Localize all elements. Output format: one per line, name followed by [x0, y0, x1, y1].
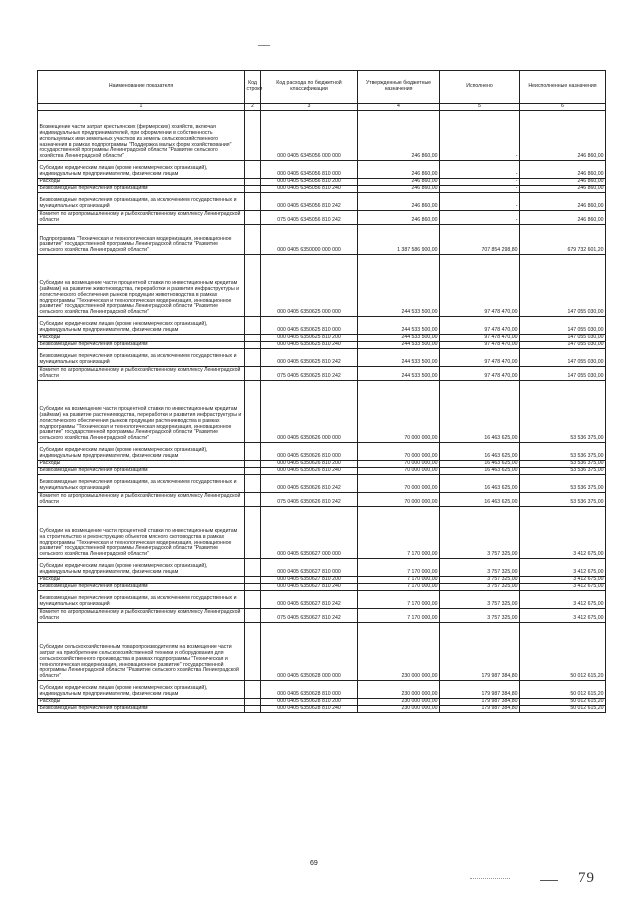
row-name: Субсидии на возмещение части процентной ставки по инвестиционным кредитам на строительство и реконструкцию объектов мясного скотоводства в рамках подпрограммы "Техническая и технологическая модернизация, инновационное развитие" государственной программы Ленинградской области "Развитие сельского хозяйства Ленинградской области" [38, 507, 245, 559]
header-executed: Исполнено [440, 71, 520, 104]
row-code [245, 699, 261, 706]
row-name: Расходы [38, 335, 245, 342]
row-executed: - [440, 211, 520, 225]
row-name: Расходы [38, 699, 245, 706]
table-row [38, 161, 606, 179]
column-number: 3 [261, 104, 358, 111]
row-approved: 7 170 000,00 [358, 559, 440, 577]
table-row [38, 591, 606, 609]
row-code [245, 507, 261, 559]
row-name: Расходы [38, 461, 245, 468]
row-executed: 3 757 325,00 [440, 507, 520, 559]
table-row [38, 584, 606, 591]
row-name: Субсидии на возмещение части процентной ставки по инвестиционным кредитам (займам) на развитие растениеводства, переработки и развития инфраструктуры и логистического обеспечения рынков продукции растениеводства в рамках подпрограммы "Техническая и технологическая модернизация, инновационное развитие" государственной программы Ленинградской области "Развитие сельского хозяйства Ленинградской области" [38, 381, 245, 443]
table-row [38, 186, 606, 193]
row-approved: 246 860,00 [358, 211, 440, 225]
row-name: Расходы [38, 179, 245, 186]
row-executed: 16 463 625,00 [440, 475, 520, 493]
row-name: Безвозмездные перечисления организациям, за исключением государственных и муниципальных организаций [38, 193, 245, 211]
row-approved: 246 860,00 [358, 111, 440, 161]
scan-dots [470, 878, 510, 880]
row-remaining: 50 012 615,20 [520, 623, 606, 681]
row-remaining: 246 860,00 [520, 179, 606, 186]
row-code [245, 317, 261, 335]
row-budget-code: 000 0405 6350627 810 200 [261, 577, 358, 584]
row-remaining: 3 412 675,00 [520, 559, 606, 577]
row-approved: 7 170 000,00 [358, 584, 440, 591]
row-approved: 244 533 500,00 [358, 317, 440, 335]
row-executed: 179 987 384,80 [440, 699, 520, 706]
row-code [245, 475, 261, 493]
table-row [38, 255, 606, 317]
row-budget-code: 075 0405 6350625 810 242 [261, 367, 358, 381]
row-executed: 179 987 384,80 [440, 681, 520, 699]
row-budget-code: 000 0405 6350628 810 240 [261, 706, 358, 713]
row-approved: 70 000 000,00 [358, 468, 440, 475]
table-row [38, 681, 606, 699]
row-remaining: 3 412 675,00 [520, 591, 606, 609]
row-approved: 70 000 000,00 [358, 493, 440, 507]
table-header-row [38, 71, 606, 104]
row-budget-code: 000 0405 6350000 000 000 [261, 225, 358, 255]
row-executed: 97 478 470,00 [440, 342, 520, 349]
row-budget-code: 000 0405 6350626 810 240 [261, 468, 358, 475]
row-approved: 70 000 000,00 [358, 461, 440, 468]
row-executed: 3 757 325,00 [440, 591, 520, 609]
row-executed: 97 478 470,00 [440, 335, 520, 342]
page-number: 69 [310, 860, 318, 867]
row-name: Комитет по агропромышленному и рыбохозяйственному комплексу Ленинградской области [38, 367, 245, 381]
row-code [245, 609, 261, 623]
handwritten-page-number: 79 [578, 870, 595, 886]
row-executed: 707 854 298,80 [440, 225, 520, 255]
row-name: Подпрограмма "Техническая и технологическая модернизация, инновационное развитие" государственной программы Ленинградской области "Развитие сельского хозяйства Ленинградской области" [38, 225, 245, 255]
row-code [245, 342, 261, 349]
column-number: 4 [358, 104, 440, 111]
table-row [38, 623, 606, 681]
row-executed: 97 478 470,00 [440, 255, 520, 317]
row-budget-code: 000 0405 6350625 810 240 [261, 342, 358, 349]
row-name: Субсидии юридическим лицам (кроме некоммерческих организаций), индивидуальным предпринимателям, физическим лицам [38, 317, 245, 335]
row-budget-code: 000 0405 6350625 000 000 [261, 255, 358, 317]
table-row [38, 443, 606, 461]
row-budget-code: 075 0405 6350626 810 242 [261, 493, 358, 507]
row-approved: 1 387 586 900,00 [358, 225, 440, 255]
table-row [38, 349, 606, 367]
row-budget-code: 000 0405 6350625 810 200 [261, 335, 358, 342]
row-approved: 70 000 000,00 [358, 475, 440, 493]
row-code [245, 111, 261, 161]
row-name: Субсидии сельскохозяйственным товаропроизводителям на возмещение части затрат на приобретение сельскохозяйственной техники и оборудования для сельскохозяйственного производства в рамках подпрограммы "Техническая и технологическая модернизация, инновационное развитие" государственной программы Ленинградской области "Развитие сельского хозяйства Ленинградской области" [38, 623, 245, 681]
row-executed: 16 463 625,00 [440, 493, 520, 507]
row-budget-code: 000 0405 6350626 000 000 [261, 381, 358, 443]
row-approved: 7 170 000,00 [358, 591, 440, 609]
column-number: 2 [245, 104, 261, 111]
row-code [245, 493, 261, 507]
row-remaining: 50 012 615,20 [520, 699, 606, 706]
row-budget-code: 000 0405 6345056 000 000 [261, 111, 358, 161]
header-budget-code: Код расхода по бюджетной классификации [261, 71, 358, 104]
row-remaining: 53 536 375,00 [520, 461, 606, 468]
row-code [245, 367, 261, 381]
row-code [245, 584, 261, 591]
row-remaining: 246 860,00 [520, 186, 606, 193]
row-remaining: 3 412 675,00 [520, 577, 606, 584]
row-approved: 7 170 000,00 [358, 507, 440, 559]
row-approved: 230 000 000,00 [358, 699, 440, 706]
row-remaining: 53 536 375,00 [520, 493, 606, 507]
row-executed: 16 463 625,00 [440, 461, 520, 468]
row-code [245, 225, 261, 255]
row-approved: 244 533 500,00 [358, 342, 440, 349]
row-budget-code: 000 0405 6345056 810 242 [261, 193, 358, 211]
budget-table [37, 70, 606, 713]
row-code [245, 681, 261, 699]
table-row [38, 475, 606, 493]
table-row [38, 381, 606, 443]
row-name: Безвозмездные перечисления организациям, за исключением государственных и муниципальных организаций [38, 475, 245, 493]
row-remaining: 53 536 375,00 [520, 381, 606, 443]
row-approved: 246 860,00 [358, 193, 440, 211]
row-name: Безвозмездные перечисления организациям, за исключением государственных и муниципальных организаций [38, 349, 245, 367]
row-executed: 179 987 384,80 [440, 706, 520, 713]
row-name: Комитет по агропромышленному и рыбохозяйственному комплексу Ленинградской области [38, 493, 245, 507]
row-executed: 3 757 325,00 [440, 609, 520, 623]
header-remaining: Неисполненные назначения [520, 71, 606, 104]
row-budget-code: 000 0405 6345056 810 240 [261, 186, 358, 193]
header-row-code: Код строки [245, 71, 261, 104]
row-code [245, 186, 261, 193]
row-approved: 70 000 000,00 [358, 381, 440, 443]
row-code [245, 559, 261, 577]
row-remaining: 3 412 675,00 [520, 507, 606, 559]
scan-mark [258, 45, 270, 46]
row-code [245, 161, 261, 179]
row-code [245, 179, 261, 186]
row-name: Безвозмездные перечисления организациям [38, 186, 245, 193]
row-remaining: 147 055 030,00 [520, 342, 606, 349]
row-executed: 97 478 470,00 [440, 367, 520, 381]
row-name: Безвозмездные перечисления организациям [38, 468, 245, 475]
row-name: Комитет по агропромышленному и рыбохозяйственному комплексу Ленинградской области [38, 211, 245, 225]
table-row [38, 211, 606, 225]
row-code [245, 706, 261, 713]
row-code [245, 461, 261, 468]
table-row [38, 367, 606, 381]
row-remaining: 147 055 030,00 [520, 255, 606, 317]
row-executed: - [440, 186, 520, 193]
row-name: Безвозмездные перечисления организациям [38, 706, 245, 713]
row-name: Безвозмездные перечисления организациям [38, 342, 245, 349]
row-executed: 3 757 325,00 [440, 559, 520, 577]
row-remaining: 246 860,00 [520, 211, 606, 225]
row-executed: 16 463 625,00 [440, 443, 520, 461]
row-remaining: 246 860,00 [520, 193, 606, 211]
row-executed: 16 463 625,00 [440, 468, 520, 475]
row-approved: 230 000 000,00 [358, 681, 440, 699]
row-remaining: 147 055 030,00 [520, 317, 606, 335]
row-name: Безвозмездные перечисления организациям [38, 584, 245, 591]
row-name: Субсидии юридическим лицам (кроме некоммерческих организаций), индивидуальным предпринимателям, физическим лицам [38, 559, 245, 577]
row-code [245, 577, 261, 584]
row-budget-code: 000 0405 6350628 000 000 [261, 623, 358, 681]
row-name: Субсидии юридическим лицам (кроме некоммерческих организаций), индивидуальным предпринимателям, физическим лицам [38, 443, 245, 461]
row-executed: - [440, 179, 520, 186]
row-code [245, 591, 261, 609]
row-name: Субсидии юридическим лицам (кроме некоммерческих организаций), индивидуальным предпринимателям, физическим лицам [38, 161, 245, 179]
row-remaining: 147 055 030,00 [520, 335, 606, 342]
scan-mark [540, 880, 558, 881]
row-approved: 230 000 000,00 [358, 706, 440, 713]
row-remaining: 53 536 375,00 [520, 468, 606, 475]
row-approved: 246 860,00 [358, 186, 440, 193]
row-budget-code: 000 0405 6350625 810 242 [261, 349, 358, 367]
row-remaining: 147 055 030,00 [520, 367, 606, 381]
row-executed: 3 757 325,00 [440, 577, 520, 584]
row-remaining: 147 055 030,00 [520, 349, 606, 367]
header-approved: Утвержденные бюджетные назначения [358, 71, 440, 104]
row-budget-code: 000 0405 6350627 000 000 [261, 507, 358, 559]
row-executed: 97 478 470,00 [440, 317, 520, 335]
table-row [38, 193, 606, 211]
column-number: 1 [38, 104, 245, 111]
row-name: Безвозмездные перечисления организациям, за исключением государственных и муниципальных организаций [38, 591, 245, 609]
row-executed: 97 478 470,00 [440, 349, 520, 367]
row-budget-code: 075 0405 6350627 810 242 [261, 609, 358, 623]
row-approved: 244 533 500,00 [358, 335, 440, 342]
table-row [38, 559, 606, 577]
row-code [245, 623, 261, 681]
row-approved: 70 000 000,00 [358, 443, 440, 461]
row-remaining: 53 536 375,00 [520, 475, 606, 493]
table-row [38, 317, 606, 335]
row-remaining: 53 536 375,00 [520, 443, 606, 461]
row-code [245, 468, 261, 475]
row-name: Расходы [38, 577, 245, 584]
row-approved: 244 533 500,00 [358, 349, 440, 367]
row-approved: 7 170 000,00 [358, 577, 440, 584]
row-approved: 230 000 000,00 [358, 623, 440, 681]
column-number-row [38, 104, 606, 111]
row-code [245, 193, 261, 211]
row-executed: - [440, 111, 520, 161]
row-remaining: 246 860,00 [520, 111, 606, 161]
row-budget-code: 000 0405 6350625 810 000 [261, 317, 358, 335]
table-row [38, 342, 606, 349]
row-approved: 246 860,00 [358, 179, 440, 186]
row-budget-code: 000 0405 6350626 810 000 [261, 443, 358, 461]
header-indicator-name: Наименование показателя [38, 71, 245, 104]
row-remaining: 50 012 615,20 [520, 681, 606, 699]
row-code [245, 349, 261, 367]
row-remaining: 50 012 615,20 [520, 706, 606, 713]
row-budget-code: 000 0405 6350626 810 200 [261, 461, 358, 468]
row-budget-code: 000 0405 6350628 810 000 [261, 681, 358, 699]
row-name: Субсидии юридическим лицам (кроме некоммерческих организаций), индивидуальным предпринимателям, физическим лицам [38, 681, 245, 699]
row-code [245, 381, 261, 443]
row-remaining: 679 732 601,20 [520, 225, 606, 255]
row-executed: - [440, 161, 520, 179]
row-code [245, 335, 261, 342]
row-budget-code: 000 0405 6345056 810 000 [261, 161, 358, 179]
row-executed: - [440, 193, 520, 211]
row-budget-code: 075 0405 6345056 810 242 [261, 211, 358, 225]
row-code [245, 211, 261, 225]
row-name: Комитет по агропромышленному и рыбохозяйственному комплексу Ленинградской области [38, 609, 245, 623]
column-number: 6 [520, 104, 606, 111]
table-row [38, 111, 606, 161]
table-row [38, 609, 606, 623]
column-number: 5 [440, 104, 520, 111]
row-approved: 7 170 000,00 [358, 609, 440, 623]
table-row [38, 507, 606, 559]
row-executed: 3 757 325,00 [440, 584, 520, 591]
table-row [38, 468, 606, 475]
table-row [38, 493, 606, 507]
row-code [245, 255, 261, 317]
row-budget-code: 000 0405 6350628 810 200 [261, 699, 358, 706]
row-remaining: 3 412 675,00 [520, 584, 606, 591]
table-row [38, 706, 606, 713]
row-budget-code: 000 0405 6350626 810 242 [261, 475, 358, 493]
row-executed: 179 987 384,80 [440, 623, 520, 681]
row-approved: 244 533 500,00 [358, 255, 440, 317]
row-executed: 16 463 625,00 [440, 381, 520, 443]
row-remaining: 246 860,00 [520, 161, 606, 179]
row-budget-code: 000 0405 6350627 810 240 [261, 584, 358, 591]
row-name: Возмещение части затрат крестьянских (фермерских) хозяйств, включая индивидуальных предпринимателей, при оформлении в собственность используемых ими земельных участков из земель сельскохозяйственного назначения в рамках подпрограммы "Поддержка малых форм хозяйствования" государственной программы Ленинградской области "Развитие сельского хозяйства Ленинградской области" [38, 111, 245, 161]
table-row [38, 225, 606, 255]
row-budget-code: 000 0405 6345056 810 200 [261, 179, 358, 186]
row-approved: 246 860,00 [358, 161, 440, 179]
row-name: Субсидии на возмещение части процентной ставки по инвестиционным кредитам (займам) на развитие животноводства, переработки и развития инфраструктуры и логистического обеспечения рынков продукции животноводства в рамках подпрограммы "Техническая и технологическая модернизация, инновационное развитие" государственной программы Ленинградской области "Развитие сельского хозяйства Ленинградской области" [38, 255, 245, 317]
row-budget-code: 000 0405 6350627 810 242 [261, 591, 358, 609]
row-code [245, 443, 261, 461]
row-budget-code: 000 0405 6350627 810 000 [261, 559, 358, 577]
row-approved: 244 533 500,00 [358, 367, 440, 381]
row-remaining: 3 412 675,00 [520, 609, 606, 623]
table-body [38, 111, 606, 713]
